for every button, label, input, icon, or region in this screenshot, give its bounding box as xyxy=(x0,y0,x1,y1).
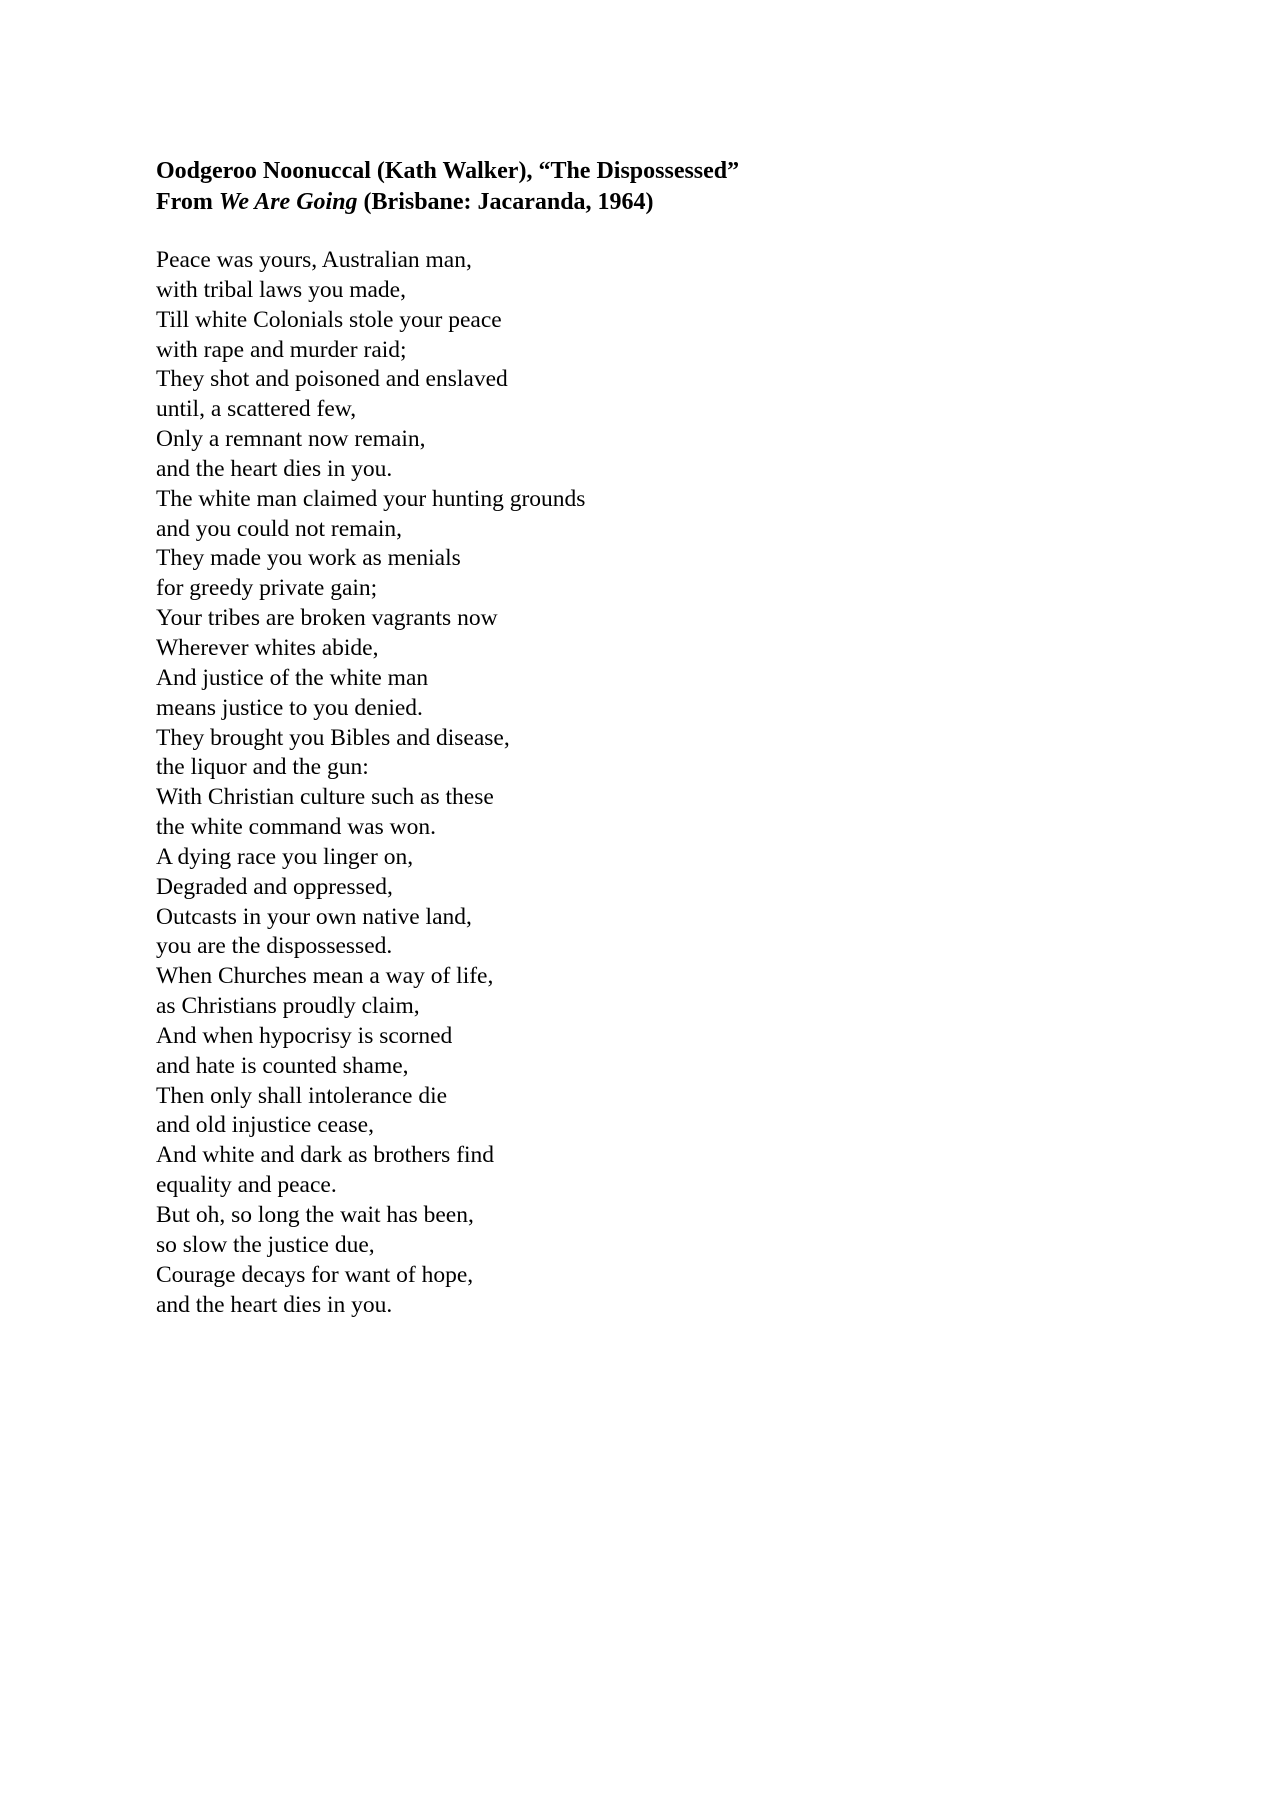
poem-line: and old injustice cease, xyxy=(156,1112,374,1139)
poem-line: and hate is counted shame, xyxy=(156,1052,409,1079)
poem-line: Then only shall intolerance die xyxy=(156,1082,448,1109)
poem-line: They made you work as menials xyxy=(156,545,461,572)
poem-line: Peace was yours, Australian man, xyxy=(156,247,472,273)
poem-line: Your tribes are broken vagrants now xyxy=(156,605,498,632)
poem-line: with rape and murder raid; xyxy=(156,336,407,363)
poem-line: means justice to you denied. xyxy=(156,694,423,721)
poem-line: equality and peace. xyxy=(156,1172,337,1199)
poem-line: When Churches mean a way of life, xyxy=(156,963,494,990)
source-prefix: From xyxy=(156,189,219,215)
source-line xyxy=(156,187,739,218)
document-header xyxy=(156,156,739,218)
poem-line: the white command was won. xyxy=(156,814,436,841)
poem-line: as Christians proudly claim, xyxy=(156,993,420,1020)
poem-line: A dying race you linger on, xyxy=(156,843,414,870)
poem-line: Only a remnant now remain, xyxy=(156,426,426,453)
poem-line: Outcasts in your own native land, xyxy=(156,903,472,930)
poem-line: until, a scattered few, xyxy=(156,396,357,423)
poem-line: the liquor and the gun: xyxy=(156,754,369,781)
poem-body xyxy=(156,246,585,1320)
poem-line: and the heart dies in you. xyxy=(156,1291,393,1318)
poem-line: With Christian culture such as these xyxy=(156,784,494,811)
poem-line: They brought you Bibles and disease, xyxy=(156,724,510,751)
poem-line: And justice of the white man xyxy=(156,664,429,691)
source-publication: (Brisbane: Jacaranda, 1964) xyxy=(357,189,654,215)
author-title-line: Oodgeroo Noonuccal (Kath Walker), “The Dispossessed” xyxy=(156,158,740,184)
poem-line: and the heart dies in you. xyxy=(156,455,393,482)
poem-line: And when hypocrisy is scorned xyxy=(156,1022,453,1049)
poem-line: The white man claimed your hunting grounds xyxy=(156,485,586,512)
poem-line: for greedy private gain; xyxy=(156,575,378,602)
poem-line: and you could not remain, xyxy=(156,515,403,542)
poem-line: Till white Colonials stole your peace xyxy=(156,306,502,333)
poem-line: Wherever whites abide, xyxy=(156,634,379,661)
book-title: We Are Going xyxy=(218,189,358,215)
poem-line: Courage decays for want of hope, xyxy=(156,1261,474,1288)
poem-line: with tribal laws you made, xyxy=(156,276,406,303)
poem-line: so slow the justice due, xyxy=(156,1231,375,1258)
poem-line: They shot and poisoned and enslaved xyxy=(156,366,508,393)
poem-line: Degraded and oppressed, xyxy=(156,873,393,900)
poem-line: you are the dispossessed. xyxy=(156,933,393,960)
poem-line: And white and dark as brothers find xyxy=(156,1142,495,1169)
poem-line: But oh, so long the wait has been, xyxy=(156,1202,474,1228)
